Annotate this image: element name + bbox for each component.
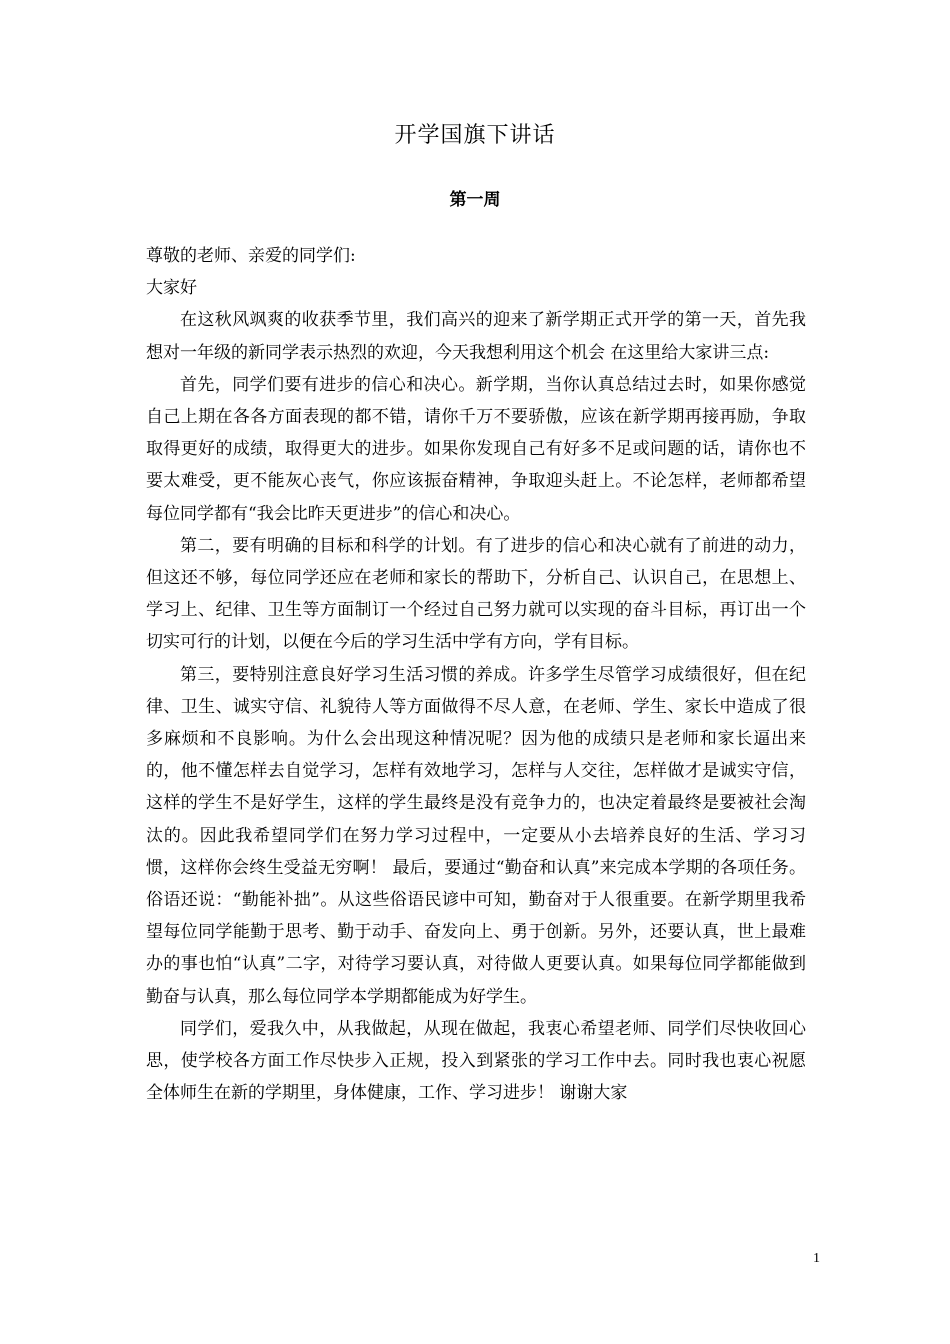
salutation: 尊敬的老师、亲爱的同学们: [146,246,356,266]
paragraph-intro: 在这秋风飒爽的收获季节里，我们高兴的迎来了新学期正式开学的第一天，首先我想对一年级的新同学表示热烈的欢迎，今天我想利用这个机会 在这里给大家讲三点: [146,310,806,363]
page-number: 1 [813,1251,820,1266]
greeting: 大家好 [146,278,197,299]
paragraph-first-point: 首先，同学们要有进步的信心和决心。新学期，当你认真总结过去时，如果你感觉自己上期在各各方面表现的都不错，请你千万不要骄傲，应该在新学期再接再励，争取取得更好的成绩，取得更大的进步。如果你发现自己有好多不足或问题的话，请你也不要太难受，更不能灰心丧气，你应该振奋精神，争取迎头赶上。不论怎样，老师都希望每位同学都有“我会比昨天更进步”的信心和决心。 [146,374,806,524]
paragraph-third-point: 第三，要特别注意良好学习生活习惯的养成。许多学生尽管学习成绩很好，但在纪律、卫生、诚实守信、礼貌待人等方面做得不尽人意，在老师、学生、家长中造成了很多麻烦和不良影响。为什么会出现这种情况呢？因为他的成绩只是老师和家长逼出来的，他不懂怎样去自觉学习，怎样有效地学习，怎样与人交往，怎样做才是诚实守信，这样的学生不是好学生，这样的学生最终是没有竞争力的，也决定着最终是要被社会淘汰的。因此我希望同学们在努力学习过程中，一定要从小去培养良好的生活、学习习惯，这样你会终生受益无穷啊！ 最后，要通过“勤奋和认真”来完成本学期的各项任务。俗语还说：“勤能补拙”。从这些俗语民谚中可知，勤奋对于人很重要。在新学期里我希望每位同学能勤于思考、勤于动手、奋发向上、勇于创新。另外，还要认真，世上最难办的事也怕“认真”二字，对待学习要认真，对待做人更要认真。如果每位同学都能做到勤奋与认真，那么每位同学本学期都能成为好学生。 [146,664,806,1007]
document-title: 开学国旗下讲话 [394,123,556,148]
document-subtitle: 第一周 [449,190,501,210]
paragraph-closing: 同学们，爱我久中，从我做起，从现在做起，我衷心希望老师、同学们尽快收回心思，使学校各方面工作尽快步入正规，投入到紧张的学习工作中去。同时我也衷心祝愿全体师生在新的学期里，身体健康，工作、学习进步！ 谢谢大家 [146,1018,806,1104]
paragraph-second-point: 第二，要有明确的目标和科学的计划。有了进步的信心和决心就有了前进的动力，但这还不够，每位同学还应在老师和家长的帮助下，分析自己、认识自己，在思想上、学习上、纪律、卫生等方面制订一个经过自己努力就可以实现的奋斗目标，再订出一个切实可行的计划，以便在今后的学习生活中学有方向，学有目标。 [146,535,806,653]
document-body [146,240,806,1109]
